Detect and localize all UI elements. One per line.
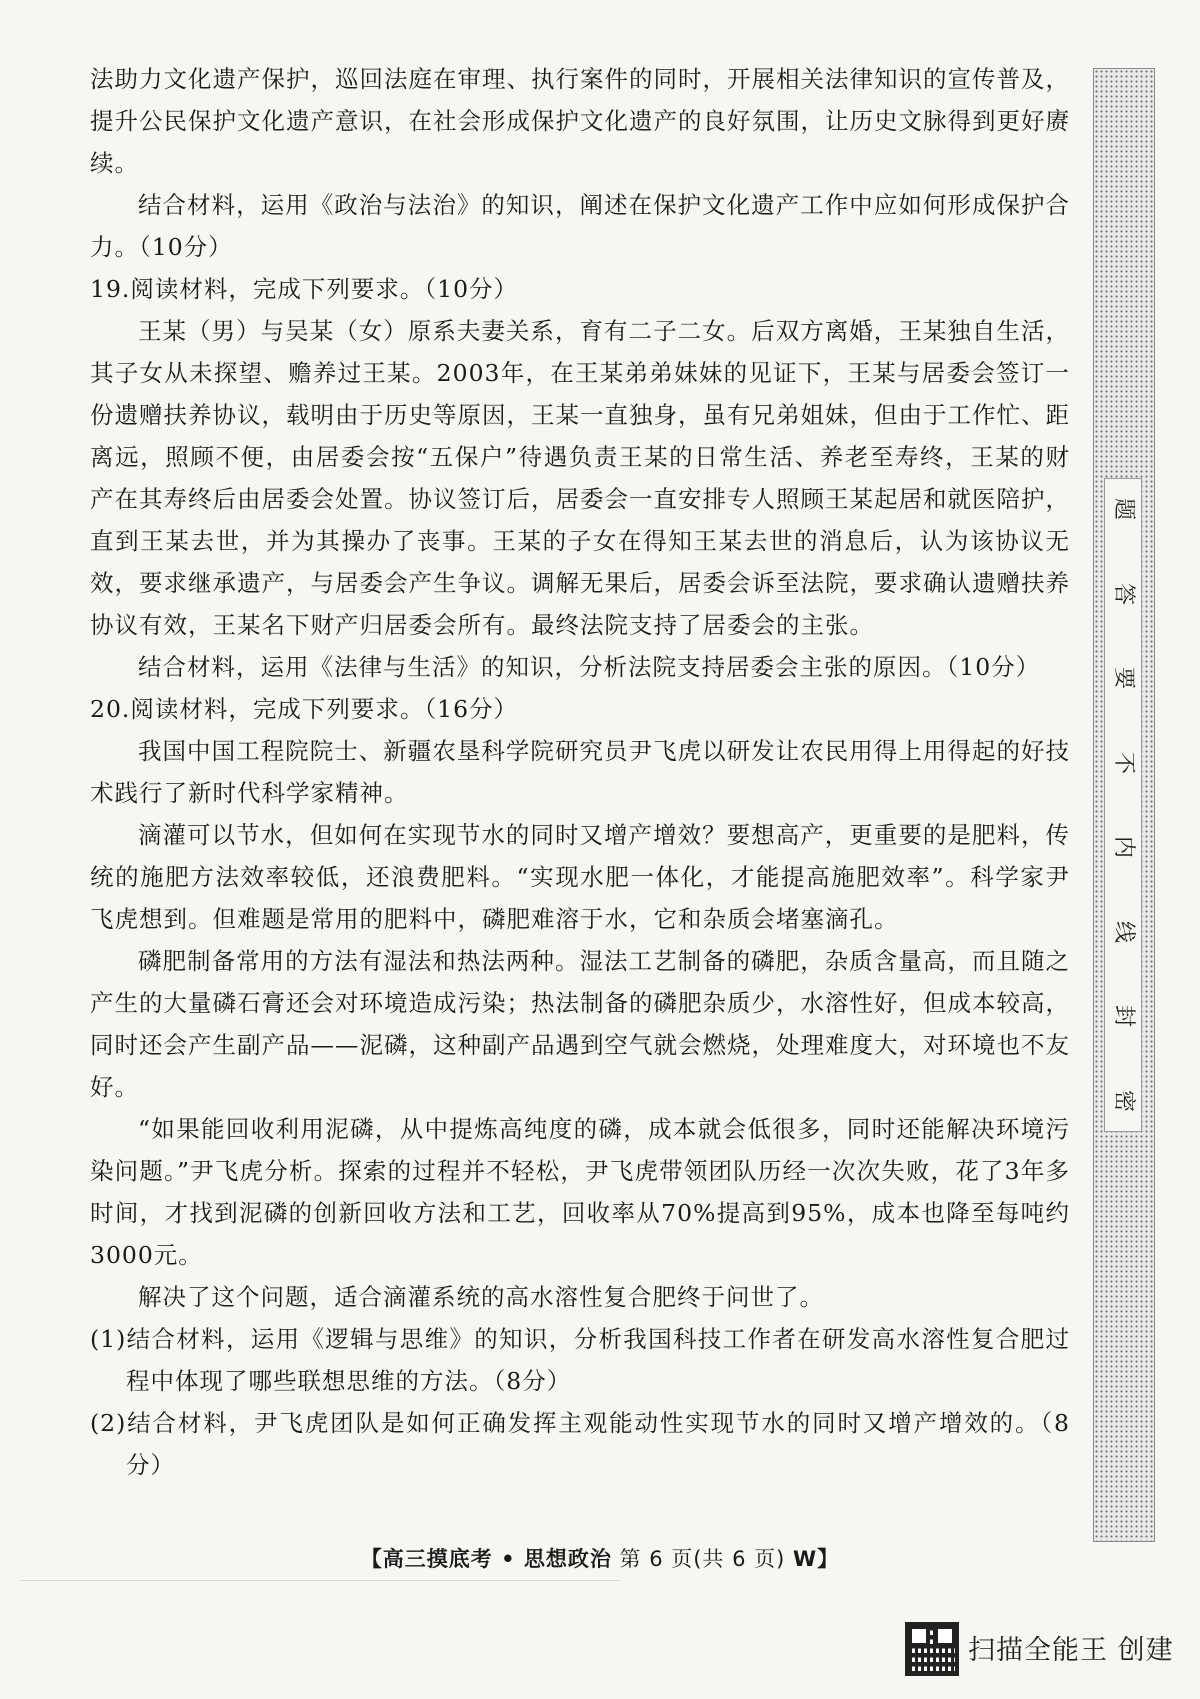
question-heading: 20.阅读材料，完成下列要求。（16分）	[90, 695, 519, 723]
footer-code: W】	[793, 1547, 840, 1571]
paragraph: 我国中国工程院院士、新疆农垦科学院研究员尹飞虎以研发让农民用得上用得起的好技术践行了新时代科学家精神。	[90, 737, 1070, 807]
paragraph: 王某（男）与吴某（女）原系夫妻关系，育有二子二女。后双方离婚，王某独自生活，其子女从未探望、赡养过王某。2003年，在王某弟弟妹妹的见证下，王某与居委会签订一份遗赠扶养协议，载明由于历史等原因，王某一直独身，虽有兄弟姐妹，但由于工作忙、距离远，照顾不便，由居委会按“五保户”待遇负责王某的日常生活、养老至寿终，王某的财产在其寿终后由居委会处置。协议签订后，居委会一直安排专人照顾王某起居和就医陪护，直到王某去世，并为其操办了丧事。王某的子女在得知王某去世的消息后，认为该协议无效，要求继承遗产，与居委会产生争议。调解无果后，居委会诉至法院，要求确认遗赠扶养协议有效，王某名下财产归居委会所有。最终法院支持了居委会的主张。	[90, 317, 1070, 639]
seal-line-notice	[1104, 478, 1142, 1132]
seal-strip-char: 要	[1110, 667, 1136, 690]
paragraph: 结合材料，运用《法律与生活》的知识，分析法院支持居委会主张的原因。（10分）	[138, 653, 1041, 681]
footer-dot: •	[492, 1547, 524, 1571]
seal-strip-char: 题	[1110, 497, 1136, 521]
seal-strip-char: 线	[1110, 920, 1136, 943]
sub-question: (1)结合材料，运用《逻辑与思维》的知识，分析我国科技工作者在研发高水溶性复合肥过程中体现了哪些联想思维的方法。（8分）	[90, 1325, 1070, 1395]
paragraph: 磷肥制备常用的方法有湿法和热法两种。湿法工艺制备的磷肥，杂质含量高，而且随之产生的大量磷石膏还会对环境造成污染；热法制备的磷肥杂质少，水溶性好，但成本较高，同时还会产生副产品——泥磷，这种副产品遇到空气就会燃烧，处理难度大，对环境也不友好。	[90, 947, 1070, 1101]
exam-content	[90, 58, 1070, 1486]
seal-strip-char: 密	[1110, 1089, 1136, 1112]
footer-series: 【高三摸底考	[360, 1547, 493, 1571]
paragraph: “如果能回收利用泥磷，从中提炼高纯度的磷，成本就会低很多，同时还能解决环境污染问题。”尹飞虎分析。探索的过程并不轻松，尹飞虎带领团队历经一次次失败，花了3年多时间，才找到泥磷的创新回收方法和工艺，回收率从70%提高到95%，成本也降至每吨约3000元。	[90, 1115, 1070, 1269]
seal-strip-char: 内	[1110, 836, 1136, 859]
paragraph: 滴灌可以节水，但如何在实现节水的同时又增产增效？要想高产，更重要的是肥料，传统的施肥方法效率较低，还浪费肥料。“实现水肥一体化，才能提高施肥效率”。科学家尹飞虎想到。但难题是常用的肥料中，磷肥难溶于水，它和杂质会堵塞滴孔。	[90, 821, 1070, 933]
paragraph: 法助力文化遗产保护，巡回法庭在审理、执行案件的同时，开展相关法律知识的宣传普及，提升公民保护文化遗产意识，在社会形成保护文化遗产的良好氛围，让历史文脉得到更好赓续。	[90, 65, 1070, 177]
paragraph: 解决了这个问题，适合滴灌系统的高水溶性复合肥终于问世了。	[138, 1283, 824, 1311]
footer-rule	[20, 1580, 620, 1581]
seal-strip-char: 不	[1110, 751, 1136, 774]
scanner-watermark: 扫描全能王 创建	[968, 1635, 1174, 1666]
paragraph: 结合材料，运用《政治与法治》的知识，阐述在保护文化遗产工作中应如何形成保护合力。（10分）	[90, 191, 1070, 261]
qr-code-icon	[905, 1622, 959, 1676]
footer-page-number: 第 6 页(共 6 页)	[619, 1547, 786, 1571]
seal-strip-char: 答	[1110, 582, 1136, 605]
sub-question: (2)结合材料，尹飞虎团队是如何正确发挥主观能动性实现节水的同时又增产增效的。（8分）	[90, 1409, 1070, 1479]
question-heading: 19.阅读材料，完成下列要求。（10分）	[90, 275, 519, 303]
footer-subject: 思想政治	[523, 1547, 612, 1571]
seal-strip-char: 封	[1110, 1005, 1136, 1028]
page-footer	[0, 1543, 1200, 1573]
